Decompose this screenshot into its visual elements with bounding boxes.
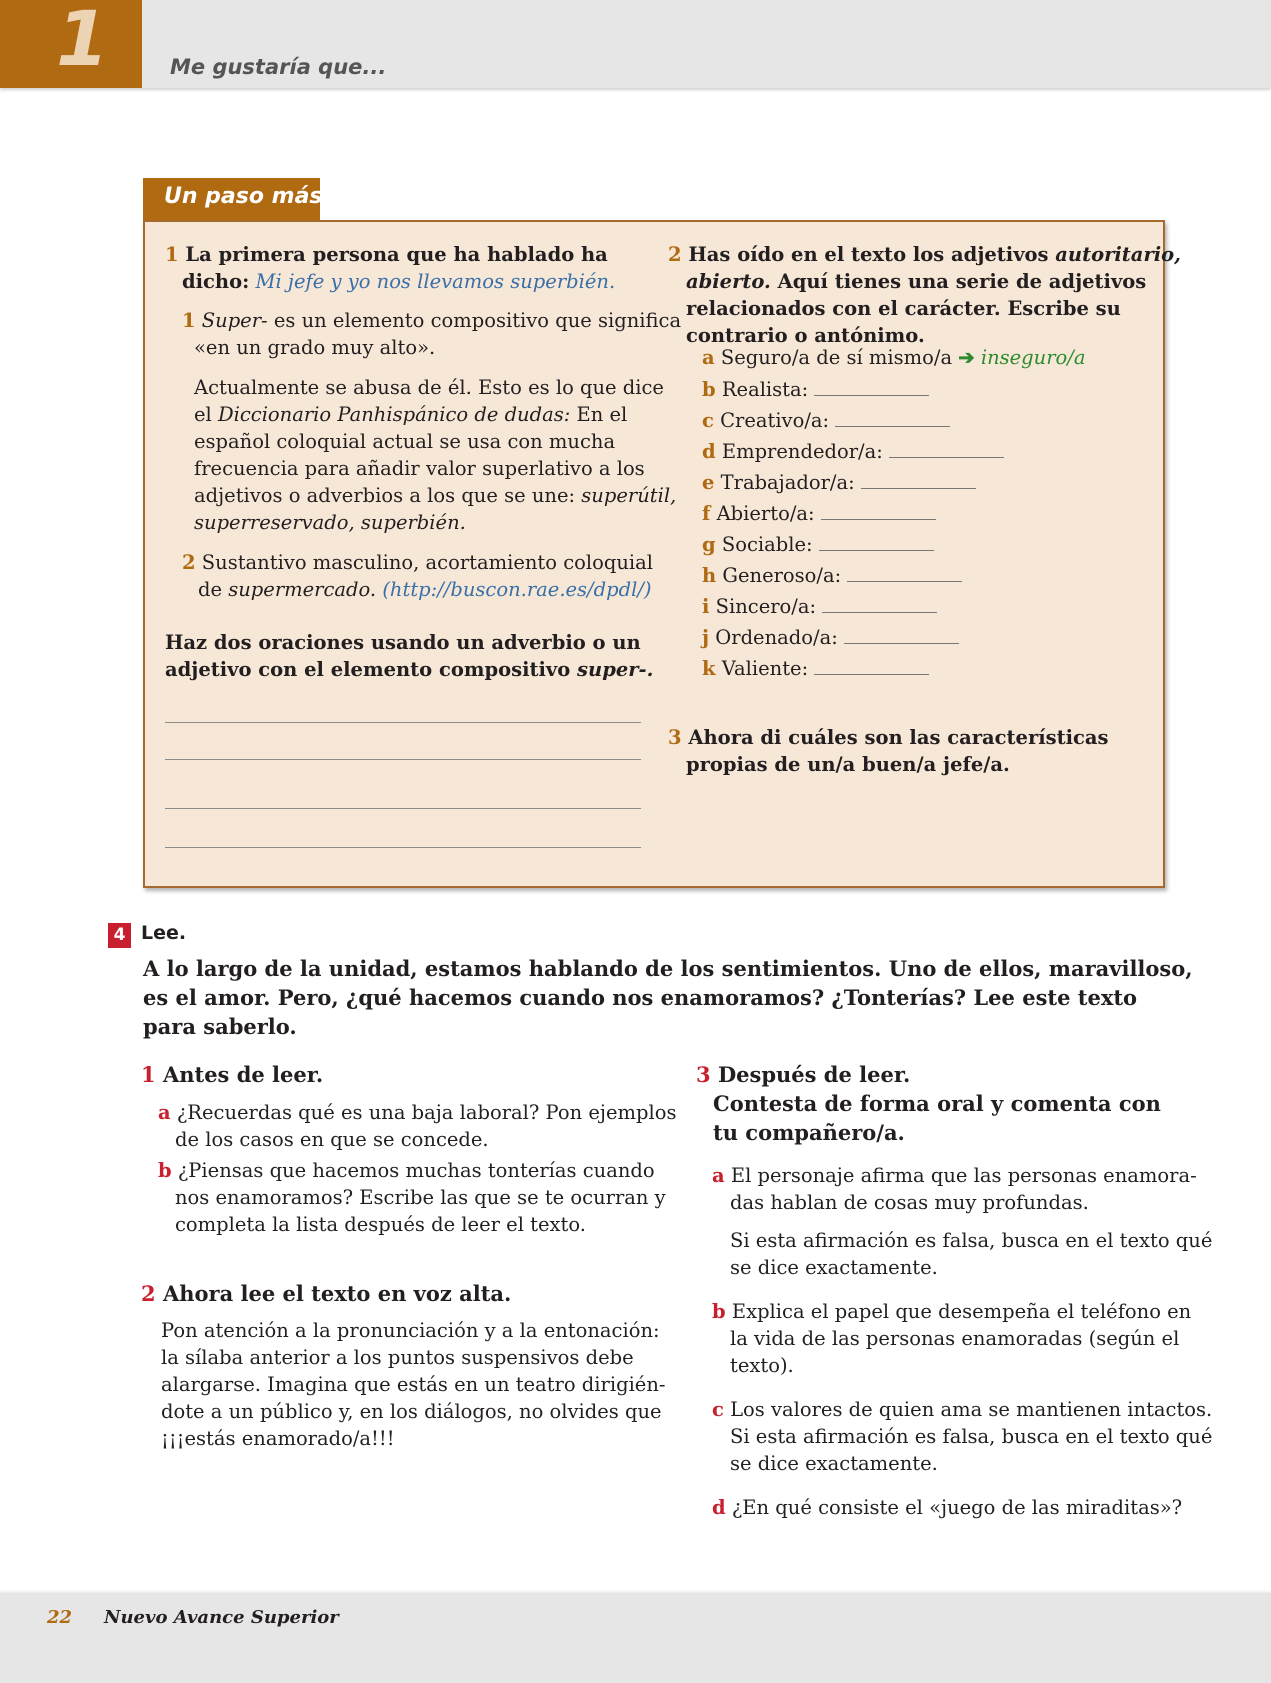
item-3c-line: se dice exactamente. bbox=[730, 1452, 938, 1475]
section-2-line: alargarse. Imagina que estás en un teatro dirigién- bbox=[161, 1373, 666, 1396]
question-1-line2: dicho: Mi jefe y yo nos llevamos superbién. bbox=[182, 270, 616, 293]
item-3b: b Explica el papel que desempeña el teléfono en bbox=[712, 1300, 1192, 1323]
question-2-line: relacionados con el carácter. Escribe su bbox=[686, 297, 1121, 320]
para-line: el Diccionario Panhispánico de dudas: En el bbox=[194, 403, 628, 426]
item-3c: c Los valores de quien ama se mantienen intactos. bbox=[712, 1398, 1213, 1421]
adjective-item[interactable]: k Valiente: bbox=[702, 655, 929, 682]
note-1: 1 Super- es un elemento compositivo que significa bbox=[182, 309, 682, 332]
writing-line[interactable] bbox=[165, 759, 641, 760]
page-number: 22 bbox=[47, 1607, 73, 1628]
example-item: a Seguro/a de sí mismo/a ➔ inseguro/a bbox=[702, 346, 1086, 369]
item-3a-line: das hablan de cosas muy profundas. bbox=[730, 1191, 1089, 1214]
intro-line: A lo largo de la unidad, estamos hablando de los sentimientos. Uno de ellos, maravilloso, bbox=[143, 956, 1193, 981]
adjective-item[interactable]: e Trabajador/a: bbox=[702, 469, 976, 496]
para-line: Actualmente se abusa de él. Esto es lo que dice bbox=[194, 376, 664, 399]
item-1b: b ¿Piensas que hacemos muchas tonterías cuando bbox=[158, 1159, 655, 1182]
adjective-item[interactable]: f Abierto/a: bbox=[702, 500, 936, 527]
section-3-sub: tu compañero/a. bbox=[713, 1120, 905, 1145]
item-3a-line: Si esta afirmación es falsa, busca en el texto qué bbox=[730, 1229, 1213, 1252]
section-2-line: Pon atención a la pronunciación y a la entonación: bbox=[161, 1319, 660, 1342]
item-3d: d ¿En qué consiste el «juego de las miraditas»? bbox=[712, 1496, 1183, 1519]
intro-line: es el amor. Pero, ¿qué hacemos cuando nos enamoramos? ¿Tonterías? Lee este texto bbox=[143, 985, 1138, 1010]
item-1b-line: completa la lista después de leer el texto. bbox=[175, 1213, 586, 1236]
section-2-title: 2 Ahora lee el texto en voz alta. bbox=[141, 1281, 512, 1306]
question-2-line: contrario o antónimo. bbox=[686, 324, 925, 347]
writing-line[interactable] bbox=[165, 722, 641, 723]
para-line: adjetivos o adverbios a los que se une: superútil, bbox=[194, 484, 677, 507]
adjective-item[interactable]: h Generoso/a: bbox=[702, 562, 962, 589]
note-2-line2: de supermercado. (http://buscon.rae.es/dpdl/) bbox=[198, 578, 652, 601]
adjective-item[interactable]: c Creativo/a: bbox=[702, 407, 950, 434]
section-2-line: dote a un público y, en los diálogos, no olvides que bbox=[161, 1400, 662, 1423]
section-3-title: 3 Después de leer. bbox=[696, 1062, 911, 1087]
section-2-line: ¡¡¡estás enamorado/a!!! bbox=[161, 1427, 395, 1450]
unit-number: 1 bbox=[56, 0, 107, 83]
section-3-sub: Contesta de forma oral y comenta con bbox=[713, 1091, 1161, 1116]
adjective-item[interactable]: d Emprendedor/a: bbox=[702, 438, 1004, 465]
question-3-line2: propias de un/a buen/a jefe/a. bbox=[686, 753, 1010, 776]
writing-line[interactable] bbox=[165, 808, 641, 809]
section-1-title: 1 Antes de leer. bbox=[141, 1062, 324, 1087]
note-2: 2 Sustantivo masculino, acortamiento coloquial bbox=[182, 551, 653, 574]
item-3a: a El personaje afirma que las personas enamora- bbox=[712, 1164, 1197, 1187]
para-line: español coloquial actual se usa con mucha bbox=[194, 430, 616, 453]
unit-title: Me gustaría que... bbox=[170, 55, 387, 79]
question-2-line: abierto. Aquí tienes una serie de adjetivos bbox=[686, 270, 1147, 293]
exercise-4-title: Lee. bbox=[141, 922, 187, 944]
task-line: Haz dos oraciones usando un adverbio o un bbox=[165, 631, 641, 654]
item-1b-line: nos enamoramos? Escribe las que se te ocurran y bbox=[175, 1186, 666, 1209]
task-line: adjetivo con el elemento compositivo super-. bbox=[165, 658, 654, 681]
box-tab-label: Un paso más bbox=[164, 184, 323, 209]
item-1a: a ¿Recuerdas qué es una baja laboral? Pon ejemplos bbox=[158, 1101, 677, 1124]
item-3b-line: texto). bbox=[730, 1354, 794, 1377]
intro-line: para saberlo. bbox=[143, 1014, 297, 1039]
item-3c-line: Si esta afirmación es falsa, busca en el texto qué bbox=[730, 1425, 1213, 1448]
adjective-item[interactable]: b Realista: bbox=[702, 376, 929, 403]
para-line: frecuencia para añadir valor superlativo a los bbox=[194, 457, 645, 480]
exercise-4-badge: 4 bbox=[108, 923, 131, 948]
question-2: 2 Has oído en el texto los adjetivos autoritario, bbox=[668, 243, 1181, 266]
adjective-item[interactable]: g Sociable: bbox=[702, 531, 934, 558]
item-1a-line: de los casos en que se concede. bbox=[175, 1128, 489, 1151]
item-3b-line: la vida de las personas enamoradas (según el bbox=[730, 1327, 1180, 1350]
item-3a-line: se dice exactamente. bbox=[730, 1256, 938, 1279]
question-3: 3 Ahora di cuáles son las características bbox=[668, 726, 1109, 749]
note-1-line2: «en un grado muy alto». bbox=[194, 336, 436, 359]
question-1: 1 La primera persona que ha hablado ha bbox=[165, 243, 608, 266]
para-line: superreservado, superbién. bbox=[194, 511, 466, 534]
adjective-item[interactable]: j Ordenado/a: bbox=[702, 624, 959, 651]
writing-line[interactable] bbox=[165, 847, 641, 848]
adjective-item[interactable]: i Sincero/a: bbox=[702, 593, 937, 620]
book-title: Nuevo Avance Superior bbox=[104, 1607, 339, 1628]
section-2-line: la sílaba anterior a los puntos suspensivos debe bbox=[161, 1346, 634, 1369]
